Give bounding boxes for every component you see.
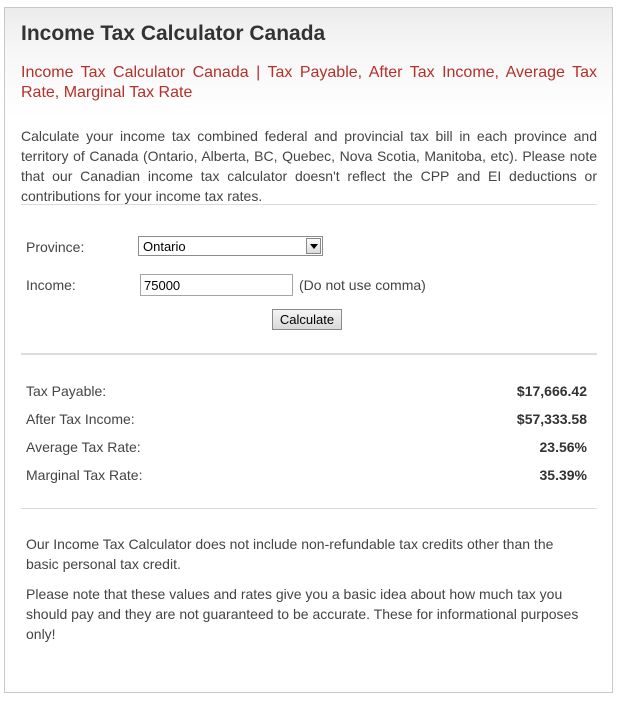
divider-results xyxy=(21,353,597,355)
result-label-marginal-tax-rate: Marginal Tax Rate: xyxy=(26,467,143,483)
divider-notes xyxy=(21,508,597,509)
calculate-button[interactable]: Calculate xyxy=(272,309,342,330)
province-select[interactable] xyxy=(138,236,323,256)
income-label: Income: xyxy=(26,277,76,293)
result-label-average-tax-rate: Average Tax Rate: xyxy=(26,439,141,455)
divider-top xyxy=(21,204,597,205)
chevron-down-icon[interactable] xyxy=(306,238,321,254)
page-title: Income Tax Calculator Canada xyxy=(21,22,326,45)
intro-text: Calculate your income tax combined federal and provincial tax bill in each province and territory of Canada (Ontario, Alberta, BC, Quebec, Nova Scotia, Manitoba, etc). Please note that our Canadian income tax calculator doesn't reflect the CPP and EI deductions or contributions for your income tax rates. xyxy=(21,128,597,204)
page-subtitle: Income Tax Calculator Canada | Tax Payable, After Tax Income, Average Tax Rate, Marginal Tax Rate xyxy=(21,64,597,101)
result-value-marginal-tax-rate: 35.39% xyxy=(539,467,587,483)
result-value-after-tax-income: $57,333.58 xyxy=(516,411,587,427)
result-value-average-tax-rate: 23.56% xyxy=(539,439,587,455)
result-value-tax-payable: $17,666.42 xyxy=(516,383,587,399)
note-tax-credits: Our Income Tax Calculator does not include non-refundable tax credits other than the basic personal tax credit. xyxy=(26,536,554,572)
note-disclaimer: Please note that these values and rates give you a basic idea about how much tax you should pay and they are not guaranteed to be accurate. These for informational purposes only! xyxy=(26,586,579,642)
income-input[interactable] xyxy=(140,274,293,296)
result-label-after-tax-income: After Tax Income: xyxy=(26,411,135,427)
income-hint: (Do not use comma) xyxy=(299,277,426,293)
calculator-panel xyxy=(4,7,613,693)
province-label: Province: xyxy=(26,239,85,255)
province-selected-value: Ontario xyxy=(143,239,186,254)
result-label-tax-payable: Tax Payable: xyxy=(26,383,107,399)
